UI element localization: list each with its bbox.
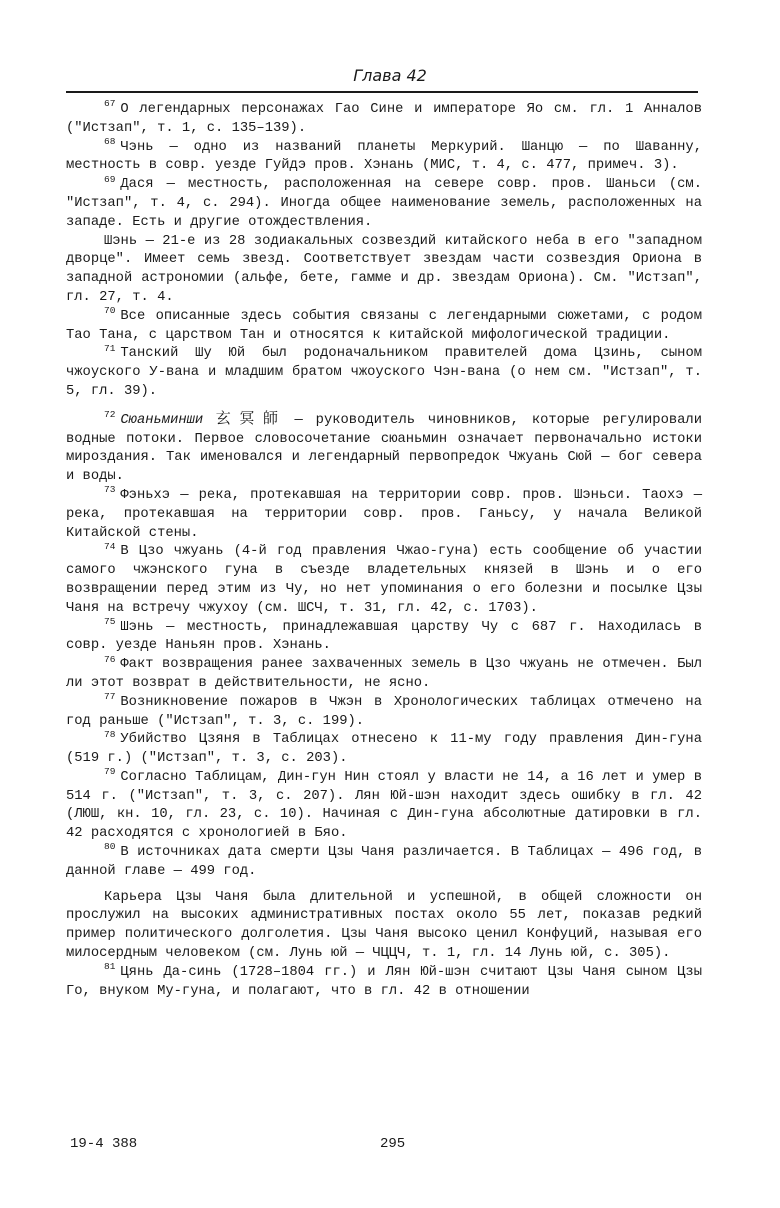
note-74: [66, 540, 702, 618]
note-67: [66, 98, 702, 139]
note-72: [66, 409, 702, 487]
note-text: Карьера Цзы Чаня была длительной и успешной, в общей сложности он прослужил на высоких административных постах около 55 лет, показав редкий пример политического долголетия. Цзы Чаня высоко ценил Конфуций, называя его милосердным человеком (см. Лунь юй — ЧЦЦЧ, т. 1, гл. 14 Лунь юй, с. 305).: [66, 889, 702, 962]
note-text: Все описанные здесь события связаны с легендарными сюжетами, с родом Тао Тана, с царством Тан и относятся к китайской мифологической традиции.: [66, 308, 702, 343]
note-78: [66, 728, 702, 769]
note-term: Сюаньминши: [120, 412, 204, 428]
page-number: 295: [380, 1136, 406, 1152]
printer-signature: 19-4 388: [70, 1136, 138, 1152]
note-text: В Цзо чжуань (4-й год правления Чжао-гуна) есть сообщение об участии самого чжэнского гуна в съезде владетельных князей в Шэнь и о его возвращении перед этим из Чу, но нет упоминания о его болезни и посылке Цзы Чаня на встречу чжухоу (см. ШСЧ, т. 31, гл. 42, с. 1703).: [66, 544, 702, 616]
note-text: В источниках дата смерти Цзы Чаня различается. В Таблицах — 496 год, в данной главе — 499 год.: [66, 845, 702, 879]
header-rule: [66, 91, 698, 93]
note-number: 76: [104, 653, 116, 665]
note-80: [66, 841, 702, 882]
note-text: Дася — местность, расположенная на севере совр. пров. Шаньси (см. "Истзап", т. 4, с. 294). Иногда общее наименование земель, расположенных на западе. Есть и другие отождествления.: [66, 177, 702, 230]
note-76: [66, 653, 702, 694]
note-number: 77: [104, 691, 116, 703]
note-text: Танский Шу Юй был родоначальником правителей дома Цзинь, сыном чжоуского У-вана и младшим братом чжоуского Чэн-вана (о нем см. "Истзап", т. 5, гл. 39).: [66, 346, 702, 399]
note-text: Чэнь — одно из названий планеты Меркурий. Шанцю — по Шаванну, местность в совр. уезде Гуйдэ пров. Хэнань (МИС, т. 4, с. 477, примеч. 3).: [66, 139, 702, 174]
note-number: 74: [104, 540, 116, 552]
note-75: [66, 615, 702, 657]
note-number: 81: [104, 961, 116, 973]
note-text: Согласно Таблицам, Дин-гун Нин стоял у власти не 14, а 16 лет и умер в 514 г. ("Истзап", т. 3, с. 207). Лян Юй-шэн находит здесь ошибку в гл. 42 (ЛЮШ, кн. 10, гл. 23, с. 10). Начиная с Дин-гуна абсолютные датировки в гл. 42 расходятся с хронологией в Бяо.: [66, 769, 702, 842]
chapter-header: Глава 42: [353, 66, 427, 85]
chinese-characters: 玄冥師: [211, 408, 287, 427]
note-number: 78: [104, 728, 116, 740]
note-77: [66, 691, 702, 732]
notes-body: [66, 98, 702, 1001]
note-69-continued: [66, 233, 702, 308]
note-80-continued: [66, 889, 702, 964]
note-70: [66, 305, 702, 346]
note-79: [66, 766, 702, 844]
note-text: — руководитель чиновников, которые регулировали водные потоки. Первое словосочетание сюаньмин означает первоначально истоки мироздания. Так именовался и легендарный первопредок Чжуань Сюй — бог севера и воды.: [66, 412, 702, 485]
note-number: 75: [104, 615, 116, 627]
note-number: 79: [104, 766, 116, 778]
note-text: Возникновение пожаров в Чжэн в Хронологических таблицах отмечено на год раньше ("Истзап", т. 3, с. 199).: [66, 694, 702, 729]
note-number: 71: [104, 342, 116, 354]
note-69: [66, 173, 702, 232]
note-number: 80: [104, 841, 116, 853]
note-71: [66, 342, 702, 401]
note-text: Факт возвращения ранее захваченных земель в Цзо чжуань не отмечен. Был ли этот возврат в действительности, не ясно.: [66, 657, 702, 691]
note-68: [66, 136, 702, 177]
note-73: [66, 484, 702, 543]
note-number: 68: [104, 136, 116, 147]
note-text: Шэнь — 21-е из 28 зодиакальных созвездий китайского неба в его "западном дворце". Имеет семь звезд. Соответствует звездам части созвездия Ориона в западной астрономии (альфе, бете, гамме и др. звездам Ориона). См. "Истзап", гл. 27, т. 4.: [66, 233, 702, 305]
note-number: 67: [104, 98, 116, 110]
note-text: Убийство Цзяня в Таблицах отнесено к 11-му году правления Дин-гуна (519 г.) ("Истзап", т. 3, с. 203).: [66, 732, 702, 767]
note-number: 72: [104, 409, 116, 421]
note-number: 70: [104, 305, 116, 317]
note-text: О легендарных персонажах Гао Сине и императоре Яо см. гл. 1 Анналов ("Истзап", т. 1, с. 135–139).: [66, 102, 702, 136]
note-text: Цянь Да-синь (1728–1804 гг.) и Лян Юй-шэн считают Цзы Чаня сыном Цзы Го, внуком Му-гуна, и полагают, что в гл. 42 в отношении: [66, 964, 702, 999]
note-81: [66, 961, 702, 1002]
note-number: 73: [104, 484, 116, 496]
note-text: Фэньхэ — река, протекавшая на территории совр. пров. Шэньси. Таохэ — река, протекавшая на территории совр. пров. Ганьсу, у начала Великой Китайской стены.: [66, 487, 702, 541]
note-number: 69: [104, 173, 116, 185]
note-text: Шэнь — местность, принадлежавшая царству Чу с 687 г. Находилась в совр. уезде Наньян пров. Хэнань.: [66, 619, 702, 654]
